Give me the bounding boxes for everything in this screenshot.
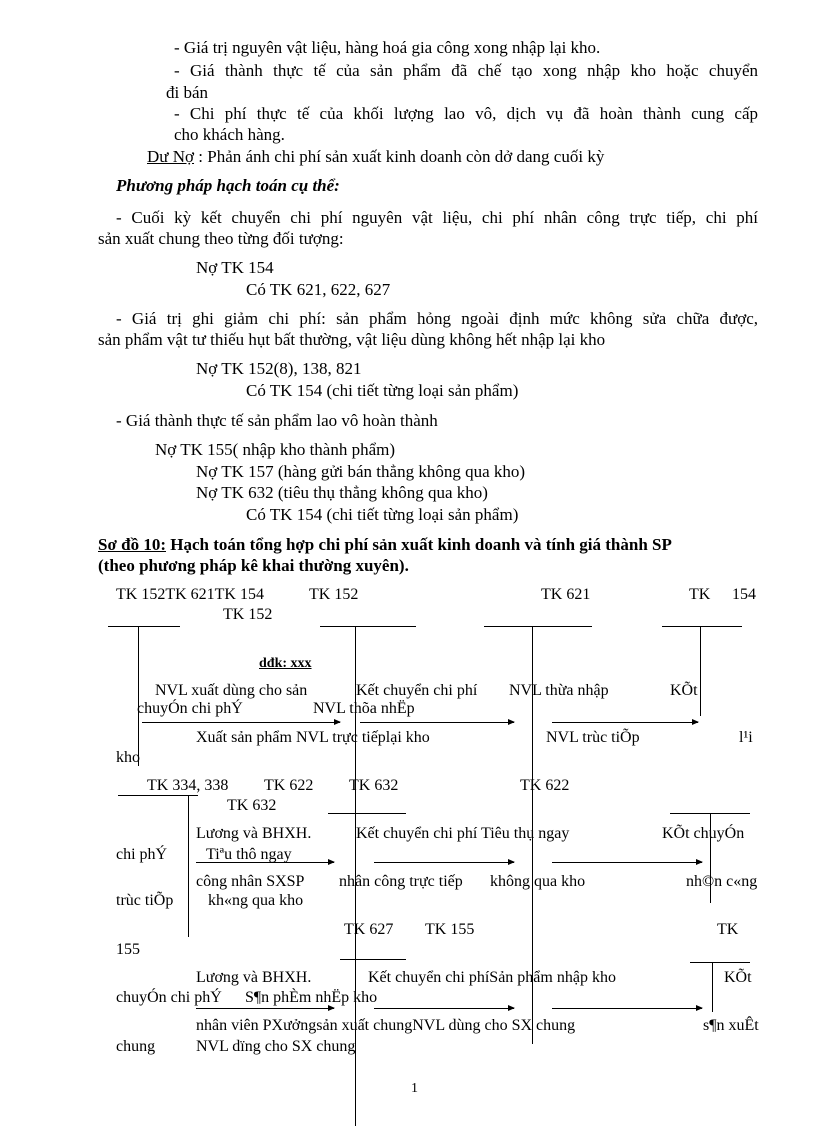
t-account-bar: [320, 626, 416, 627]
para-1-line-2: sản xuất chung theo từng đối tượng:: [98, 229, 344, 248]
diagram-text: NVL dïng cho SX chung: [196, 1038, 356, 1055]
flow-arrow: [374, 1008, 514, 1009]
flow-arrow: [552, 722, 698, 723]
diagram-tk-label: TK 334, 338: [147, 777, 229, 794]
diagram-text: KÕt: [724, 969, 752, 986]
t-account-stem: [188, 795, 189, 937]
para-2-line-1: - Giá trị ghi giảm chi phí: sản phẩm hỏng ngoài định mức không sửa chữa được,: [116, 309, 758, 328]
diagram-text: Lương và BHXH.: [196, 825, 312, 842]
t-account-stem: [355, 626, 356, 1126]
t-account-stem: [700, 626, 701, 716]
diagram-text: chuyÓn chi phÝ: [116, 989, 222, 1006]
diagram-text: S¶n phÈm nhËp kho: [245, 989, 378, 1006]
diagram-text: kho: [116, 749, 140, 766]
diagram-tk-header-1: TK 152TK 621TK 154: [116, 586, 264, 603]
diagram-title-text: Hạch toán tổng hợp chi phí sản xuất kinh doanh và tính giá thành SP: [170, 535, 672, 554]
t-account-bar: [118, 795, 198, 796]
para-2-line-2: sản phẩm vật tư thiếu hụt bất thường, vật liệu dùng không hết nhập lại kho: [98, 330, 606, 349]
entry-1-credit: Có TK 621, 622, 627: [246, 280, 391, 299]
diagram-tk-label: TK 155: [425, 921, 475, 938]
t-account-bar: [690, 962, 750, 963]
diagram-text: chuyÓn chi phÝ: [137, 700, 243, 717]
t-account-stem: [138, 626, 139, 766]
t-account-bar: [662, 626, 742, 627]
flow-arrow: [374, 862, 514, 863]
diagram-tk-label: 155: [116, 941, 140, 958]
du-no-line: [147, 147, 604, 167]
line-item-3-cont: cho khách hàng.: [174, 125, 285, 144]
diagram-tk-header-3: TK 621: [541, 586, 591, 603]
entry-1-debit: Nợ TK 154: [196, 258, 274, 277]
diagram-tk-header-6: TK 152: [223, 606, 273, 623]
diagram-text: NVL trùc tiÕp: [546, 729, 640, 746]
line-item-1: - Giá trị nguyên vật liệu, hàng hoá gia công xong nhập lại kho.: [174, 38, 601, 57]
para-3: - Giá thành thực tế sản phẩm lao vô hoàn thành: [116, 411, 438, 430]
line-item-3: - Chi phí thực tế của khối lượng lao vô, dịch vụ đã hoàn thành cung cấp: [174, 104, 758, 123]
entry-3-credit: Có TK 154 (chi tiết từng loại sản phẩm): [246, 505, 519, 524]
diagram-tk-label: TK 632: [227, 797, 277, 814]
t-account-bar: [108, 626, 180, 627]
line-item-2: - Giá thành thực tế của sản phẩm đã chế tạo xong nhập kho hoặc chuyển: [174, 61, 758, 80]
diagram-text: Tiªu thô ngay: [206, 846, 292, 863]
entry-3-debit-155: Nợ TK 155( nhập kho thành phẩm): [155, 440, 396, 459]
opening-balance: dđk: xxx: [259, 656, 312, 671]
diagram-text: nh©n c«ng: [686, 873, 758, 890]
t-account-stem: [710, 813, 711, 903]
entry-3-debit-157: Nợ TK 157 (hàng gửi bán thẳng không qua kho): [196, 462, 526, 481]
flow-arrow: [552, 1008, 702, 1009]
diagram-text: trùc tiÕp: [116, 892, 174, 909]
diagram-text: chung: [116, 1038, 156, 1055]
t-account-stem: [712, 962, 713, 1012]
entry-3-debit-632: Nợ TK 632 (tiêu thụ thẳng không qua kho): [196, 483, 488, 502]
flow-arrow: [360, 722, 514, 723]
t-account-bar: [484, 626, 592, 627]
diagram-text: Lương và BHXH.: [196, 969, 312, 986]
diagram-tk-label: TK 632: [349, 777, 399, 794]
diagram-text: l¹i: [739, 729, 753, 746]
diagram-text: Kết chuyển chi phíSản phẩm nhập kho: [368, 969, 616, 986]
entry-2-debit: Nợ TK 152(8), 138, 821: [196, 359, 362, 378]
diagram-text: nhân viên PXưởngsản xuất chungNVL dùng cho SX chung: [196, 1017, 576, 1034]
diagram-text: không qua kho: [490, 873, 586, 890]
diagram-text: công nhân SXSP: [196, 873, 305, 890]
t-account-bar: [340, 959, 406, 960]
line-item-2-cont: đi bán: [166, 83, 209, 102]
du-no-label: Dư Nợ: [147, 147, 195, 166]
t-account-bar: [328, 813, 406, 814]
diagram-text: NVL thõa nhËp: [313, 700, 415, 717]
diagram-text: KÕt chuyÓn: [662, 825, 745, 842]
diagram-text: NVL thừa nhập: [509, 682, 609, 699]
flow-arrow: [196, 1008, 334, 1009]
section-heading: Phương pháp hạch toán cụ thể:: [116, 176, 340, 195]
diagram-text: KÕt: [670, 682, 698, 699]
diagram-tk-header-5: 154: [732, 586, 756, 603]
diagram-text: chi phÝ: [116, 846, 168, 863]
t-account-stem: [532, 626, 533, 1044]
diagram-text: Xuất sản phẩm NVL trực tiếplại kho: [196, 729, 430, 746]
diagram-tk-label: TK 622: [520, 777, 570, 794]
diagram-tk-header-4: TK: [689, 586, 711, 603]
flow-arrow: [552, 862, 702, 863]
diagram-tk-label: TK 622: [264, 777, 314, 794]
flow-arrow: [142, 722, 340, 723]
diagram-text: kh«ng qua kho: [208, 892, 304, 909]
diagram-text: NVL xuất dùng cho sản: [155, 682, 308, 699]
diagram-text: Kết chuyển chi phí Tiêu thụ ngay: [356, 825, 570, 842]
diagram-text: nhân công trực tiếp: [339, 873, 463, 890]
diagram-label: Sơ đồ 10:: [98, 535, 166, 554]
du-no-text: : Phản ánh chi phí sản xuất kinh doanh còn dở dang cuối kỳ: [198, 147, 605, 166]
page-number: 1: [411, 1081, 418, 1096]
diagram-text: s¶n xuÊt: [703, 1017, 759, 1034]
diagram-tk-label: TK 627: [344, 921, 394, 938]
diagram-tk-label: TK: [717, 921, 739, 938]
diagram-tk-header-2: TK 152: [309, 586, 359, 603]
para-1-line-1: - Cuối kỳ kết chuyển chi phí nguyên vật liệu, chi phí nhân công trực tiếp, chi phí: [116, 208, 758, 227]
diagram-title: [98, 535, 672, 555]
entry-2-credit: Có TK 154 (chi tiết từng loại sản phẩm): [246, 381, 519, 400]
diagram-text: Kết chuyển chi phí: [356, 682, 478, 699]
diagram-subtitle: (theo phương pháp kê khai thường xuyên).: [98, 556, 409, 575]
flow-arrow: [196, 862, 334, 863]
